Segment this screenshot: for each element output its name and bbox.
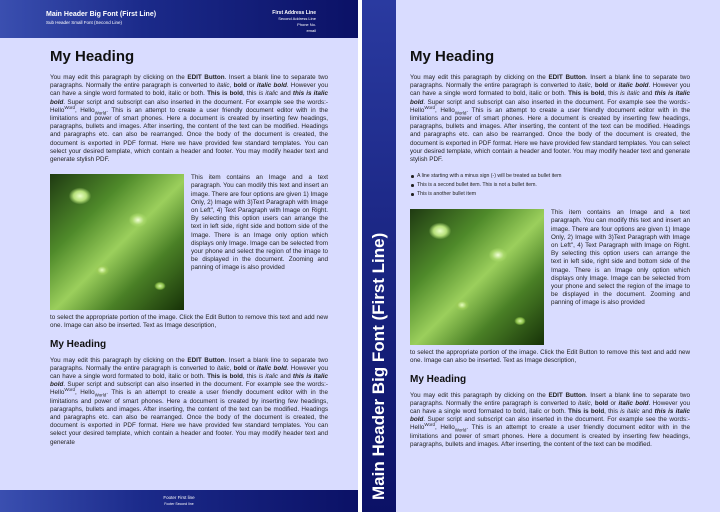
pdf-page-1 [0, 0, 358, 512]
side-header-title: Main Header Big Font (First Line) [369, 232, 388, 500]
address-line-2: Second Address Line [278, 16, 316, 21]
image-caption-text: This item contains an Image and a text paragraph. You can modify this text and insert an image. There are four options are given 1) Image Only, 2) Image with 3)Text Paragraph with Image on Left", 4) Text Paragraph with Image on Right. By selecting this option users can arrange the text in left side, right side and bottom side of the Image. There is an Image only option which displays only Image. Image can be selected from your phone and select the region of the image to be displayed in the document. Zooming and panning of image is also provided [191, 174, 328, 272]
address-phone: Phone No. [297, 22, 316, 27]
subheading: My Heading [50, 338, 107, 350]
side-header-bar [362, 0, 396, 512]
bullet-item: This is another bullet item [410, 190, 690, 199]
subheading: My Heading [410, 373, 467, 385]
bullet-list [410, 172, 690, 199]
image-caption-continuation: to select the appropriate portion of the image. Click the Edit Button to remove this text and add new one. Image can also be inserted. Text as Image description, [50, 314, 328, 330]
paragraph-2: You may edit this paragraph by clicking on the EDIT Button. Insert a blank line to separate two paragraphs. Normally the entire paragraph is converted to italic, bold or italic bold. However you can have a single word formated to bold, italic or both. This is bold, this is italic and this is italic bold. Super script and subscript can also inserted in the document. For example see the words:- Hello$^{Word}$, Hello$_{World}$. This is an attempt to create a user friendly document editor with in the limitations and power of smart phones. Here a document is created by inserting few headings, paragraphs, bullets and images. After inserting, the content of the text can be modified. [410, 391, 690, 448]
footer-line-2: Footer Second line [164, 502, 194, 506]
page-body [410, 48, 690, 508]
heading: My Heading [410, 48, 495, 65]
pdf-page-2 [362, 0, 720, 512]
bullet-item: A line starting with a minus sign (-) will be treated as bullet item [410, 172, 690, 181]
page-body [50, 48, 328, 490]
image-with-text [410, 209, 690, 349]
address-line-1: First Address Line [272, 10, 316, 16]
paragraph: You may edit this paragraph by clicking on the EDIT Button. Insert a blank line to separate two paragraphs. Normally the entire paragraph is converted to italic, bold or italic bold. However you can have a single word formated to bold, italic or both. This is bold, this is italic and this is italic bold. Super script and subscript can also inserted in the document. For example see the words:- Hello$^{Word}$, Hello$_{World}$. This is an attempt to create a user friendly document editor with in the limitations and power of smart phones. Here a document is created by inserting few headings, paragraphs, bullets and images. After inserting, the content of the text can be modified. Headings and paragraphs etc. can also be rearranged. Once the body of the document is created, the document is exported in PDF format. Here we have provided few standard templates. You can select your desired template, which contain a header and footer. You may modify header text and generate stylish PDF. [50, 74, 328, 164]
paragraph: You may edit this paragraph by clicking on the EDIT Button. Insert a blank line to separate two paragraphs. Normally the entire paragraph is converted to italic, bold or italic bold. However you can have a single word formated to bold, italic or both. This is bold, this is italic and this is italic bold. Super script and subscript can also inserted in the document. For example see the words:- Hello$^{Word}$, Hello$_{World}$. This is an attempt to create a user friendly document editor with in the limitations and power of smart phones. Here a document is created by inserting few headings, paragraphs, bullets and images. After inserting, the content of the text can be modified. Headings and paragraphs etc. can also be rearranged. Once the body of the document is created, the document is exported in PDF format. Here we have provided few standard templates. You can select your desired template, which contain a header and footer. You may modify header text and generate stylish PDF. [410, 74, 690, 164]
image-with-text [50, 174, 328, 314]
footer-line-1: Footer First line [163, 495, 195, 500]
leaf-image [50, 174, 184, 310]
image-caption-text: This item contains an Image and a text paragraph. You can modify this text and insert an image. There are four options are given 1) Image Only, 2) Image with 3)Text Paragraph with Image on Left", 4) Text Paragraph with Image on Right. By selecting this option users can arrange the text in left side, right side and bottom side of the Image. There is an Image only option which displays only Image. Image can be selected from your phone and select the region of the image to be displayed in the document. Zooming and panning of image is also provided [551, 209, 690, 307]
bullet-item: This is a second bullet item. This is not a bullet item. [410, 181, 690, 190]
page-footer [0, 490, 358, 512]
page-header [0, 0, 358, 38]
image-caption-continuation: to select the appropriate portion of the image. Click the Edit Button to remove this text and add new one. Image can also be inserted. Text as Image description, [410, 349, 690, 365]
paragraph-2: You may edit this paragraph by clicking on the EDIT Button. Insert a blank line to separate two paragraphs. Normally the entire paragraph is converted to italic, bold or italic bold. However you can have a single word formated to bold, italic or both. This is bold, this is italic and this is italic bold. Super script and subscript can also inserted in the document. For example see the words:- Hello$^{Word}$, Hello$_{World}$. This is an attempt to create a user friendly document editor with in the limitations and power of smart phones. Here a document is created by inserting few headings, paragraphs, bullets and images. After inserting, the content of the text can be modified. Headings and paragraphs etc. can also be rearranged. Once the body of the document is created, the document is exported in PDF format. Here we have provided few standard templates. You can select your desired template, which contain a header and footer. You may modify header text and generate [50, 356, 328, 446]
address-email: email [306, 28, 316, 33]
header-title: Main Header Big Font (First Line) [46, 11, 157, 18]
header-subtitle: Sub Header Small Font (Second Line) [46, 20, 123, 25]
heading: My Heading [50, 48, 135, 65]
leaf-image [410, 209, 544, 345]
header-address-block [272, 10, 316, 34]
